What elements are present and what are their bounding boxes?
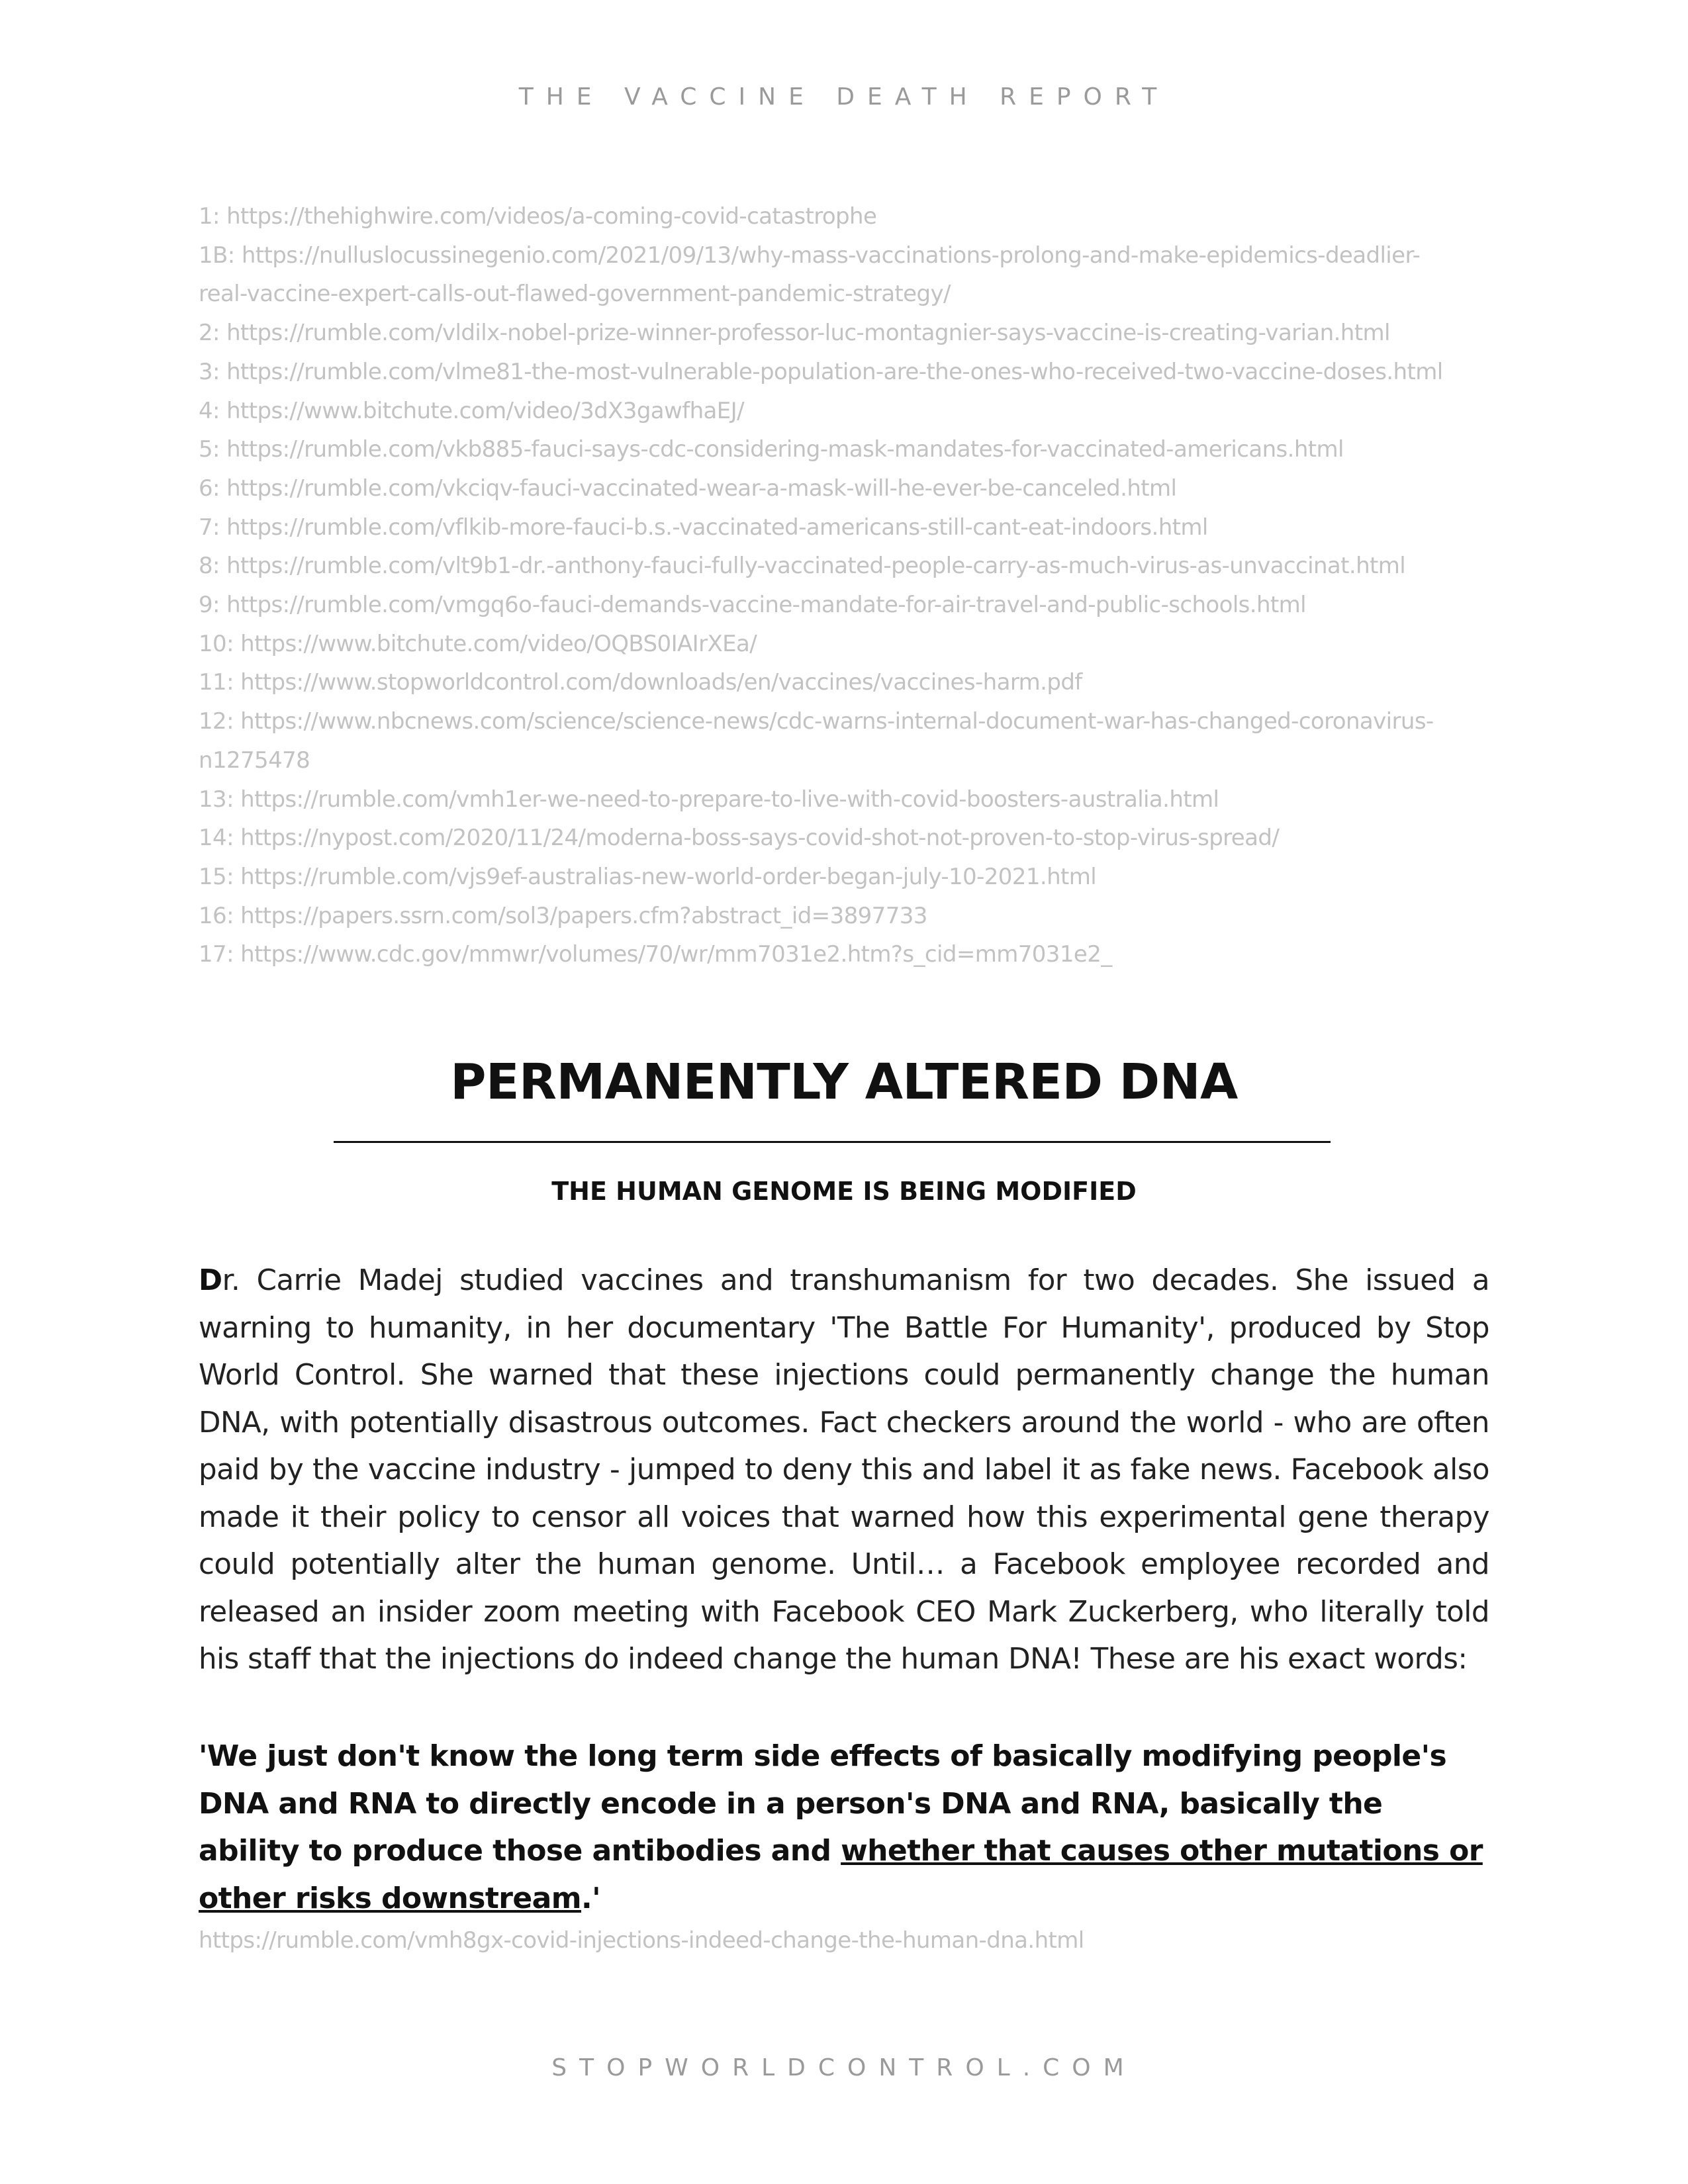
quote-underlined: whether that causes other mutations or other risks downstream [199,1834,1483,1915]
reference-item[interactable]: 11: https://www.stopworldcontrol.com/downloads/en/vaccines/vaccines-harm.pdf [199,669,1082,696]
reference-item[interactable]: 3: https://rumble.com/vlme81-the-most-vulnerable-population-are-the-ones-who-received-two-vaccine-doses.html [199,358,1443,385]
running-footer: STOPWORLDCONTROL.COM [551,2054,1137,2081]
body-paragraph [199,1257,1489,1684]
reference-item[interactable]: 12: https://www.nbcnews.com/science/science-news/cdc-warns-internal-document-war-has-changed-coronavirus- [199,708,1434,735]
reference-item[interactable]: 7: https://rumble.com/vflkib-more-fauci-b.s.-vaccinated-americans-still-cant-eat-indoors.html [199,514,1208,541]
dropcap-letter: D [199,1264,222,1297]
reference-item[interactable]: 9: https://rumble.com/vmgq6o-fauci-demands-vaccine-mandate-for-air-travel-and-public-schools.html [199,592,1307,619]
source-link[interactable]: https://rumble.com/vmh8gx-covid-injections-indeed-change-the-human-dna.html [199,1927,1084,1954]
reference-item[interactable]: n1275478 [199,747,310,774]
reference-item[interactable]: 1: https://thehighwire.com/videos/a-coming-covid-catastrophe [199,203,877,230]
reference-list [199,197,1496,974]
running-header: THE VACCINE DEATH REPORT [518,83,1170,111]
reference-item[interactable]: 8: https://rumble.com/vlt9b1-dr.-anthony-fauci-fully-vaccinated-people-carry-as-much-virus-as-unvaccinat.html [199,553,1406,580]
reference-item[interactable]: 13: https://rumble.com/vmh1er-we-need-to-prepare-to-live-with-covid-boosters-australia.html [199,786,1219,813]
reference-item[interactable]: 15: https://rumble.com/vjs9ef-australias-new-world-order-began-july-10-2021.html [199,863,1097,890]
section-title: PERMANENTLY ALTERED DNA [450,1054,1238,1111]
reference-item[interactable]: 16: https://papers.ssrn.com/sol3/papers.cfm?abstract_id=3897733 [199,902,927,929]
reference-item[interactable]: 5: https://rumble.com/vkb885-fauci-says-cdc-considering-mask-mandates-for-vaccinated-americans.html [199,436,1344,463]
reference-item[interactable]: 14: https://nypost.com/2020/11/24/moderna-boss-says-covid-shot-not-proven-to-stop-virus-spread/ [199,825,1280,852]
title-divider [334,1141,1331,1143]
section-subtitle: THE HUMAN GENOME IS BEING MODIFIED [551,1177,1137,1206]
reference-item[interactable]: 4: https://www.bitchute.com/video/3dX3gawfhaEJ/ [199,397,744,424]
quote-end: .' [581,1881,600,1915]
quote-start: 'We just don't know the long term side effects of basically modifying people's DNA and RNA to directly encode in a person's DNA and RNA, basically the ability to produce those antibodies and [199,1739,1447,1868]
reference-item[interactable]: 1B: https://nulluslocussinegenio.com/2021/09/13/why-mass-vaccinations-prolong-and-make-epidemics-deadlier- [199,242,1421,269]
reference-item[interactable]: real-vaccine-expert-calls-out-flawed-government-pandemic-strategy/ [199,281,951,308]
reference-item[interactable]: 2: https://rumble.com/vldilx-nobel-prize-winner-professor-luc-montagnier-says-vaccine-is-creating-varian.html [199,320,1390,347]
body-paragraph-text: r. Carrie Madej studied vaccines and transhumanism for two decades. She issued a warning to humanity, in her documentary 'The Battle For Humanity', produced by Stop World Control. She warned that these injections could permanently change the human DNA, with potentially disastrous outcomes. Fact checkers around the world - who are often paid by the vaccine industry - jumped to deny this and label it as fake news. Facebook also made it their policy to censor all voices that warned how this experimental gene therapy could potentially alter the human genome. Until… a Facebook employee recorded and released an insider zoom meeting with Facebook CEO Mark Zuckerberg, who literally told his staff that the injections do indeed change the human DNA! These are his exact words: [199,1264,1489,1676]
zuckerberg-quote [199,1733,1489,1922]
reference-item[interactable]: 6: https://rumble.com/vkciqv-fauci-vaccinated-wear-a-mask-will-he-ever-be-canceled.html [199,475,1177,502]
reference-item[interactable]: 10: https://www.bitchute.com/video/OQBS0IAIrXEa/ [199,630,757,657]
reference-item[interactable]: 17: https://www.cdc.gov/mmwr/volumes/70/wr/mm7031e2.htm?s_cid=mm7031e2_ [199,941,1112,968]
